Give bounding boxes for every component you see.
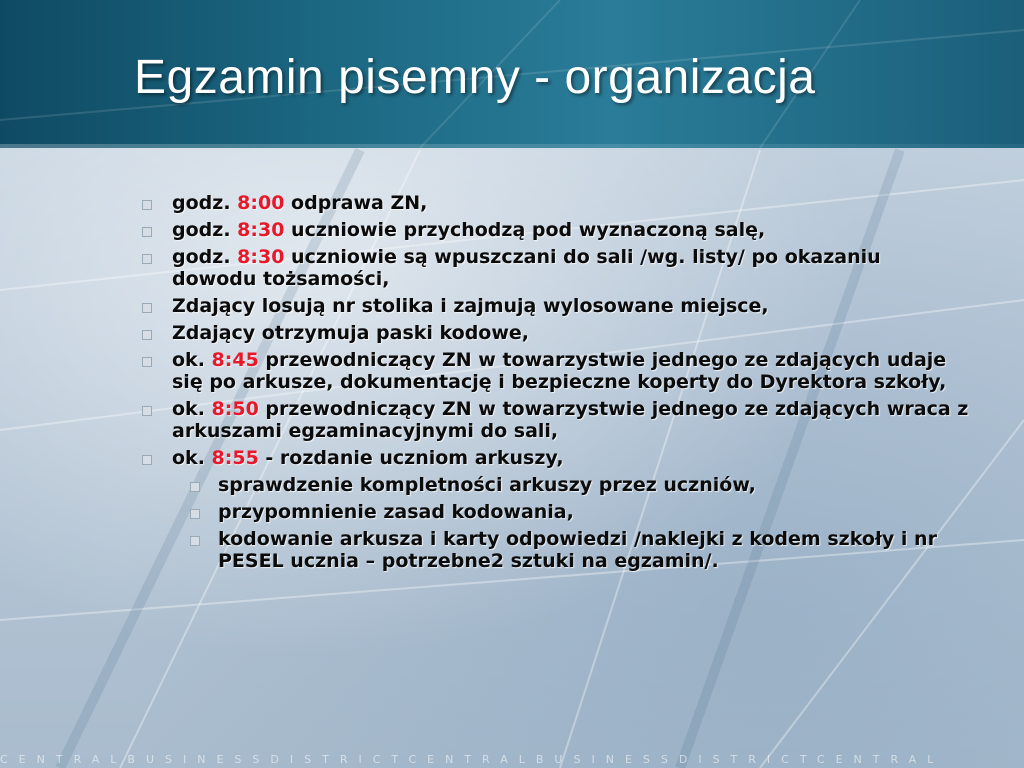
item-time: 8:50	[211, 398, 259, 420]
item-text: Zdający otrzymuja paski kodowe,	[172, 322, 530, 344]
item-time: 8:55	[211, 447, 259, 469]
item-prefix: godz.	[172, 192, 238, 214]
list-item	[140, 219, 970, 241]
slide-title: Egzamin pisemny - organizacja	[134, 51, 816, 104]
item-prefix: ok.	[172, 398, 212, 420]
item-time: 8:00	[237, 192, 285, 214]
item-prefix: godz.	[172, 219, 238, 241]
sub-item-text: kodowanie arkusza i karty odpowiedzi /naklejki z kodem szkoły i nr PESEL ucznia – potrzebne2 sztuki na egzamin/.	[218, 528, 937, 572]
sub-item-text: sprawdzenie kompletności arkuszy przez uczniów,	[218, 474, 756, 496]
item-prefix: ok.	[172, 447, 212, 469]
list-item	[140, 447, 970, 572]
item-text: Zdający losują nr stolika i zajmują wylosowane miejsce,	[172, 295, 769, 317]
item-text: przewodniczący ZN w towarzystwie jednego ze zdających udaje się po arkusze, dokumentację i bezpieczne koperty do Dyrektora szkoły,	[172, 349, 947, 393]
square-bullet-icon	[190, 536, 200, 546]
list-item	[140, 349, 970, 393]
square-bullet-icon	[190, 482, 200, 492]
bullet-list	[140, 192, 970, 572]
item-prefix: ok.	[172, 349, 212, 371]
item-text: przewodniczący ZN w towarzystwie jednego ze zdających wraca z arkuszami egzaminacyjnymi do sali,	[172, 398, 969, 442]
footer-watermark-text: CENTRALBUSINESSDISTRICTCENTRALBUSINESSDISTRICTCENTRAL	[0, 753, 945, 766]
list-item	[140, 246, 970, 290]
square-bullet-icon	[142, 254, 152, 264]
list-item	[140, 295, 970, 317]
item-prefix: godz.	[172, 246, 238, 268]
sub-list-item	[172, 501, 970, 523]
item-text: odprawa ZN,	[284, 192, 428, 214]
square-bullet-icon	[142, 357, 152, 367]
square-bullet-icon	[142, 200, 152, 210]
sub-list-item	[172, 528, 970, 572]
item-time: 8:30	[237, 219, 285, 241]
square-bullet-icon	[190, 509, 200, 519]
sub-item-text: przypomnienie zasad kodowania,	[218, 501, 574, 523]
square-bullet-icon	[142, 303, 152, 313]
sub-bullet-list	[172, 474, 970, 572]
square-bullet-icon	[142, 330, 152, 340]
title-bar	[0, 0, 1024, 148]
sub-list-item	[172, 474, 970, 496]
square-bullet-icon	[142, 406, 152, 416]
slide-content	[140, 192, 970, 577]
item-text: uczniowie są wpuszczani do sali /wg. listy/ po okazaniu dowodu tożsamości,	[172, 246, 881, 290]
square-bullet-icon	[142, 227, 152, 237]
item-time: 8:30	[237, 246, 285, 268]
item-text: uczniowie przychodzą pod wyznaczoną salę,	[284, 219, 766, 241]
list-item	[140, 322, 970, 344]
item-time: 8:45	[211, 349, 259, 371]
square-bullet-icon	[142, 455, 152, 465]
list-item	[140, 192, 970, 214]
item-text: - rozdanie uczniom arkuszy,	[258, 447, 564, 469]
list-item	[140, 398, 970, 442]
